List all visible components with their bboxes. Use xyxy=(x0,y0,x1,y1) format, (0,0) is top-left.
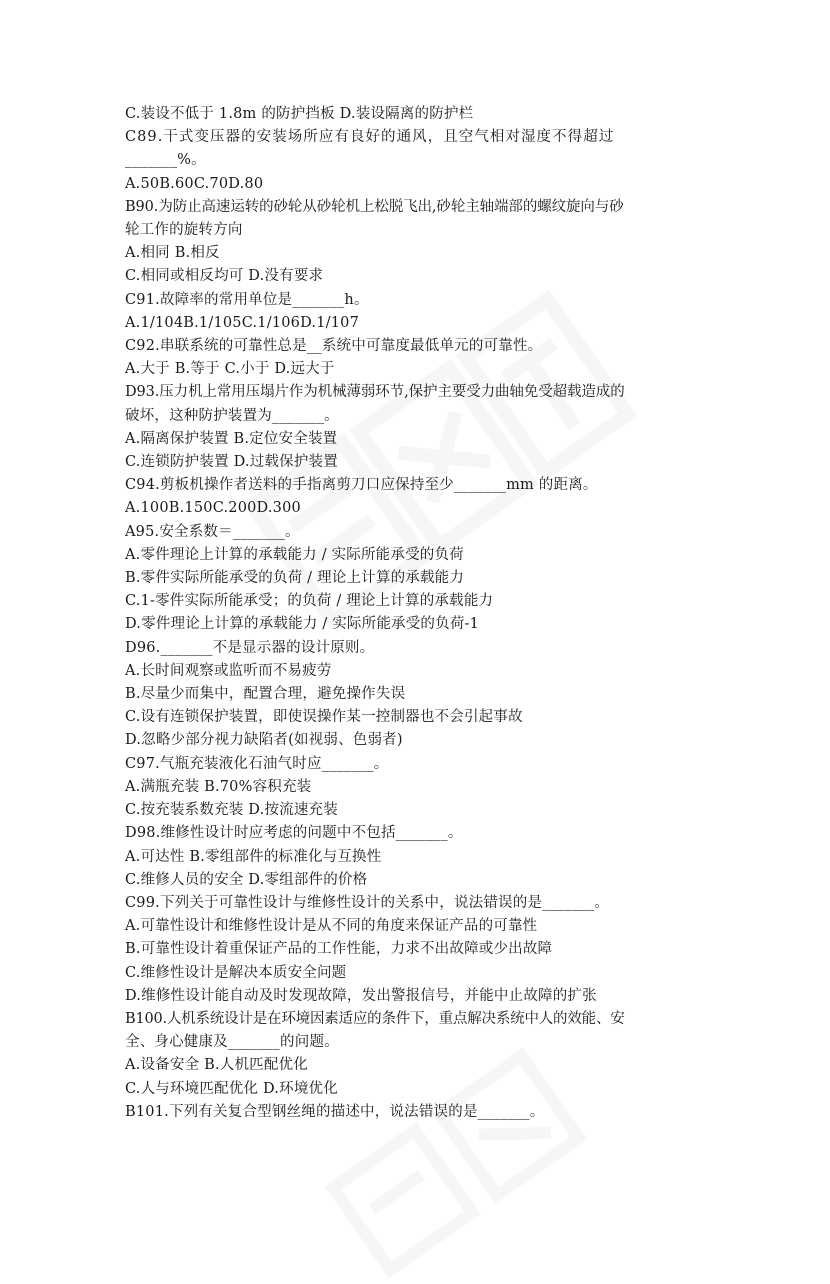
question-c89-line-2: _______%。 xyxy=(125,152,206,169)
question-c92: C92.串联系统的可靠性总是__系统中可靠度最低单元的可靠性。 xyxy=(125,338,543,355)
question-d98: D98.维修性设计时应考虑的问题中不包括_______。 xyxy=(125,825,463,842)
question-b90-line-2: 轮工作的旋转方向 xyxy=(125,222,243,239)
answer-option-d: D.维修性设计能自动及时发现故障，发出警报信号，并能中止故障的扩张 xyxy=(125,987,597,1004)
answer-options: C.按充装系数充装 D.按流速充装 xyxy=(125,802,338,819)
answer-option-c: C.1-零件实际所能承受；的负荷 / 理论上计算的承载能力 xyxy=(125,593,494,610)
answer-option-a: A.长时间观察或监听而不易疲劳 xyxy=(125,662,332,679)
question-b100-line-2: 全、身心健康及_______的问题。 xyxy=(125,1034,339,1051)
answer-options: A.满瓶充装 B.70%容积充装 xyxy=(125,778,312,795)
answer-options: C.维修人员的安全 D.零组部件的价格 xyxy=(125,871,368,888)
answer-option-b: B.尽量少而集中，配置合理，避免操作失误 xyxy=(125,686,406,703)
answer-options: A.1/104B.1/105C.1/106D.1/107 xyxy=(125,314,359,331)
answer-options: A.设备安全 B.人机匹配优化 xyxy=(125,1057,308,1074)
answer-options: A.相同 B.相反 xyxy=(125,245,220,262)
question-text-block xyxy=(125,103,705,1124)
question-b101: B101.下列有关复合型钢丝绳的描述中，说法错误的是_______。 xyxy=(125,1103,545,1120)
question-c94: C94.剪板机操作者送料的手指离剪刀口应保持至少_______mm 的距离。 xyxy=(125,477,598,494)
question-d93-line-2: 破坏，这种防护装置为_______。 xyxy=(125,407,339,424)
answer-option-b: B.可靠性设计着重保证产品的工作性能，力求不出故障或少出故障 xyxy=(125,941,553,958)
answer-option-c: C.维修性设计是解决本质安全问题 xyxy=(125,964,347,981)
question-b90-line-1: B90.为防止高速运转的砂轮从砂轮机上松脱飞出,砂轮主轴端部的螺纹旋向与砂 xyxy=(125,198,624,215)
question-d96: D96._______不是显示器的设计原则。 xyxy=(125,639,375,656)
answer-option-a: A.零件理论上计算的承载能力 / 实际所能承受的负荷 xyxy=(125,546,464,563)
question-a95: A95.安全系数＝_______。 xyxy=(125,523,300,540)
answer-options: C.人与环境匹配优化 D.环境优化 xyxy=(125,1080,338,1097)
question-c99: C99.下列关于可靠性设计与维修性设计的关系中，说法错误的是_______。 xyxy=(125,894,610,911)
answer-options: A.50B.60C.70D.80 xyxy=(125,175,264,192)
answer-option-d: D.忽略少部分视力缺陷者(如视弱、色弱者) xyxy=(125,732,403,749)
text-line: C.装设不低于 1.8m 的防护挡板 D.装设隔离的防护栏 xyxy=(125,106,474,122)
answer-options: A.100B.150C.200D.300 xyxy=(125,500,301,517)
answer-options: A.隔离保护装置 B.定位安全装置 xyxy=(125,430,338,447)
question-d93-line-1: D93.压力机上常用压塌片作为机械薄弱环节,保护主要受力曲轴免受超载造成的 xyxy=(125,384,625,401)
question-c97: C97.气瓶充装液化石油气时应_______。 xyxy=(125,755,389,772)
question-b100-line-1: B100.人机系统设计是在环境因素适应的条件下，重点解决系统中人的效能、安 xyxy=(125,1010,625,1027)
question-c91: C91.故障率的常用单位是_______h。 xyxy=(125,291,369,308)
answer-options: C.连锁防护装置 D.过载保护装置 xyxy=(125,454,338,471)
answer-option-a: A.可靠性设计和维修性设计是从不同的角度来保证产品的可靠性 xyxy=(125,918,538,935)
question-c89-line-1: C89.干式变压器的安装场所应有良好的通风，且空气相对湿度不得超过 xyxy=(125,129,615,146)
answer-options: A.大于 B.等于 C.小于 D.远大于 xyxy=(125,361,335,378)
answer-option-d: D.零件理论上计算的承载能力 / 实际所能承受的负荷-1 xyxy=(125,616,480,633)
answer-options: A.可达性 B.零组部件的标准化与互换性 xyxy=(125,848,382,865)
answer-option-c: C.设有连锁保护装置，即使误操作某一控制器也不会引起事故 xyxy=(125,709,523,726)
answer-options: C.相同或相反均可 D.没有要求 xyxy=(125,268,324,285)
answer-option-b: B.零件实际所能承受的负荷 / 理论上计算的承载能力 xyxy=(125,570,465,587)
